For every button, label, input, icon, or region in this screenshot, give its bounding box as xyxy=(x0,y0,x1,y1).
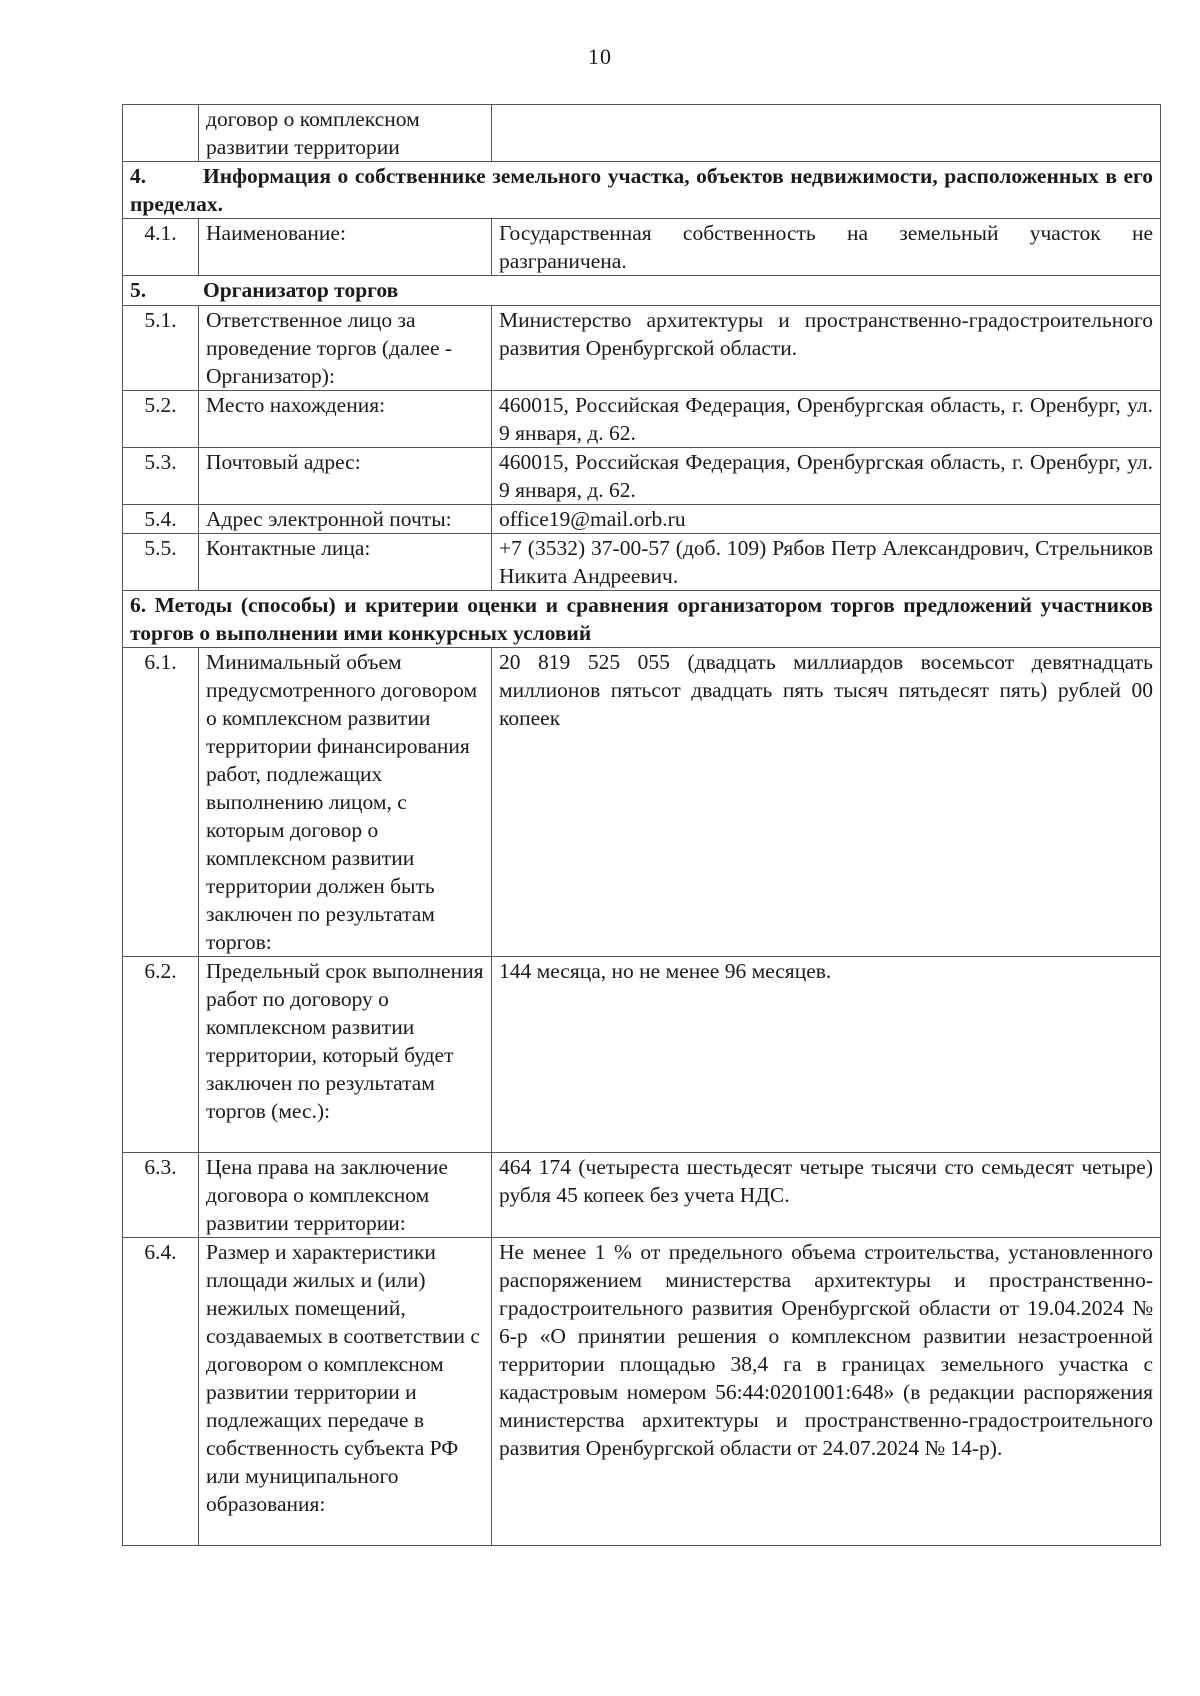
page-number: 10 xyxy=(588,44,612,69)
row-label: Контактные лица: xyxy=(199,534,492,591)
section-number: 5. xyxy=(130,278,147,302)
row-value: 460015, Российская Федерация, Оренбургская область, г. Оренбург, ул. 9 января, д. 62. xyxy=(492,448,1161,505)
row-number: 6.3. xyxy=(123,1153,199,1238)
table-row xyxy=(123,957,1161,1153)
row-number: 6.1. xyxy=(123,648,199,957)
row-label: Почтовый адрес: xyxy=(199,448,492,505)
row-label: договор о комплексном развитии территории xyxy=(199,105,492,162)
row-number: 5.5. xyxy=(123,534,199,591)
row-number: 5.2. xyxy=(123,391,199,448)
row-label: Предельный срок выполнения работ по договору о комплексном развитии территории, который будет заключен по результатам торгов (мес.): xyxy=(199,957,492,1153)
row-value: 144 месяца, но не менее 96 месяцев. xyxy=(492,957,1161,1153)
table-row xyxy=(123,505,1161,534)
row-value: 464 174 (четыреста шестьдесят четыре тысячи сто семьдесят четыре) рубля 45 копеек без учета НДС. xyxy=(492,1153,1161,1238)
row-label: Цена права на заключение договора о комплексном развитии территории: xyxy=(199,1153,492,1238)
row-value: +7 (3532) 37-00-57 (доб. 109) Рябов Петр Александрович, Стрельников Никита Андреевич. xyxy=(492,534,1161,591)
section-5-header xyxy=(123,276,1161,306)
section-6-header xyxy=(123,591,1161,648)
section-4-header xyxy=(123,162,1161,219)
table-row xyxy=(123,534,1161,591)
row-label: Место нахождения: xyxy=(199,391,492,448)
table-row xyxy=(123,648,1161,957)
row-value: 20 819 525 055 (двадцать миллиардов восемьсот девятнадцать миллионов пятьсот двадцать пять тысяч пятьдесят пять) рублей 00 копеек xyxy=(492,648,1161,957)
row-label: Ответственное лицо за проведение торгов (далее - Организатор): xyxy=(199,306,492,391)
row-label: Адрес электронной почты: xyxy=(199,505,492,534)
table-row xyxy=(123,1238,1161,1546)
row-label: Размер и характеристики площади жилых и (или) нежилых помещений, создаваемых в соответствии с договором о комплексном развитии территории и подлежащих передаче в собственность субъекта РФ или муниципального образования: xyxy=(199,1238,492,1546)
row-value: Государственная собственность на земельный участок не разграничена. xyxy=(492,219,1161,276)
row-number: 6.4. xyxy=(123,1238,199,1546)
row-number: 5.3. xyxy=(123,448,199,505)
row-number: 4.1. xyxy=(123,219,199,276)
section-number: 4. xyxy=(130,164,147,188)
table-row xyxy=(123,219,1161,276)
row-number: 6.2. xyxy=(123,957,199,1153)
row-number xyxy=(123,105,199,162)
section-title: Организатор торгов xyxy=(203,278,399,302)
auction-info-table xyxy=(122,104,1161,1546)
row-number: 5.1. xyxy=(123,306,199,391)
row-label: Наименование: xyxy=(199,219,492,276)
table-row xyxy=(123,448,1161,505)
row-value: office19@mail.orb.ru xyxy=(492,505,1161,534)
row-number: 5.4. xyxy=(123,505,199,534)
table-row xyxy=(123,1153,1161,1238)
table-row xyxy=(123,105,1161,162)
table-row xyxy=(123,306,1161,391)
section-title: Информация о собственнике земельного участка, объектов недвижимости, расположенных в его пределах. xyxy=(130,164,1153,216)
row-value: Министерство архитектуры и пространственно-градостроительного развития Оренбургской области. xyxy=(492,306,1161,391)
row-value xyxy=(492,105,1161,162)
row-label: Минимальный объем предусмотренного договором о комплексном развитии территории финансирования работ, подлежащих выполнению лицом, с которым договор о комплексном развитии территории должен быть заключен по результатам торгов: xyxy=(199,648,492,957)
table-row xyxy=(123,391,1161,448)
row-value: 460015, Российская Федерация, Оренбургская область, г. Оренбург, ул. 9 января, д. 62. xyxy=(492,391,1161,448)
row-value: Не менее 1 % от предельного объема строительства, установленного распоряжением министерства архитектуры и пространственно-градостроительного развития Оренбургской области от 19.04.2024 № 6-р «О принятии решения о комплексном развитии незастроенной территории площадью 38,4 га в границах земельного участка с кадастровым номером 56:44:0201001:648» (в редакции распоряжения министерства архитектуры и пространственно-градостроительного развития Оренбургской области от 24.07.2024 № 14-р). xyxy=(492,1238,1161,1546)
section-title: 6. Методы (способы) и критерии оценки и сравнения организатором торгов предложений участников торгов о выполнении ими конкурсных условий xyxy=(123,591,1161,648)
